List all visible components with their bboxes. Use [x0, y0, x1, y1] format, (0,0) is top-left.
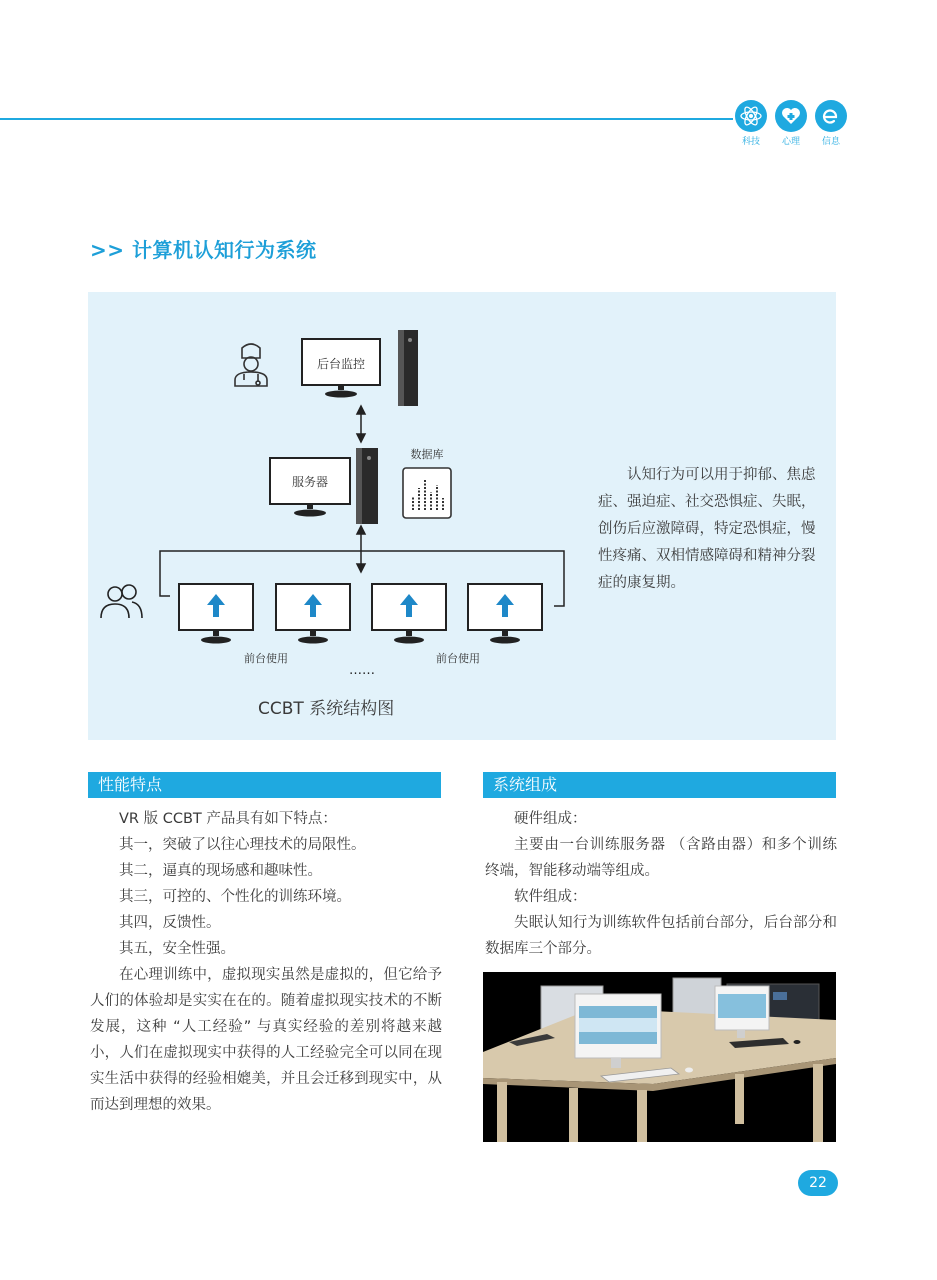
- backend-label: 后台监控: [316, 357, 366, 371]
- system-diagram: [88, 292, 836, 740]
- feature-item: 其五，安全性强。: [119, 941, 235, 957]
- badge-psychology: [773, 100, 809, 147]
- software-heading: 软件组成：: [514, 889, 587, 905]
- frontend-monitor: [276, 584, 350, 644]
- diagram-description: 认知行为可以用于抑郁、焦虑症、强迫症、社交恐惧症、失眠，创伤后应激障碍，特定恐惧症，慢性疼痛、双相情感障碍和精神分裂症的康复期。: [598, 467, 816, 591]
- feature-item: 其三，可控的、个性化的训练环境。: [119, 889, 351, 905]
- section-title: >> 计算机认知行为系统: [90, 238, 317, 262]
- features-heading: 性能特点: [88, 772, 441, 798]
- composition-heading: 系统组成: [483, 772, 836, 798]
- frontend-label-right: 前台使用: [436, 652, 480, 665]
- server-tower: [356, 448, 378, 524]
- badge-tech: [733, 100, 769, 147]
- frontend-label-left: 前台使用: [244, 652, 288, 665]
- badge-info: [813, 100, 849, 147]
- software-text: 失眠认知行为训练软件包括前台部分，后台部分和数据库三个部分。: [485, 915, 837, 957]
- workstation-photo: [483, 972, 836, 1142]
- badge-label: 科技: [741, 137, 760, 147]
- doctor-icon: [235, 344, 267, 386]
- atom-icon: [735, 100, 767, 132]
- header-badges: [733, 100, 849, 147]
- feature-item: 其四，反馈性。: [119, 915, 221, 931]
- ellipsis: ……: [349, 663, 375, 678]
- hardware-text: 主要由一台训练服务器 （含路由器）和多个训练终端，智能移动端等组成。: [485, 837, 837, 879]
- frontend-monitor: [468, 584, 542, 644]
- features-paragraph: 在心理训练中，虚拟现实虽然是虚拟的，但它给予人们的体验却是实实在在的。随着虚拟现实技术的不断发展，这种 “人工经验” 与真实经验的差别将越来越小，人们在虚拟现实中获得的人工经验完全可以同在现实生活中获得的经验相媲美，并且会迁移到现实中，从而达到理想的效果。: [90, 967, 442, 1113]
- link-arrow: [357, 526, 365, 572]
- e-letter-icon: [815, 100, 847, 132]
- feature-item: 其二，逼真的现场感和趣味性。: [119, 863, 322, 879]
- server-label: 服务器: [291, 475, 329, 489]
- diagram-caption: CCBT 系统结构图: [258, 699, 395, 719]
- backend-tower: [398, 330, 418, 406]
- page-number: 22: [798, 1170, 838, 1196]
- features-column: [90, 806, 442, 1118]
- header-rule: [0, 118, 733, 120]
- hardware-heading: 硬件组成：: [514, 811, 587, 827]
- features-intro: VR 版 CCBT 产品具有如下特点：: [119, 811, 337, 827]
- badge-label: 心理: [781, 137, 800, 147]
- database-label: 数据库: [410, 448, 444, 461]
- link-arrow: [357, 406, 365, 442]
- feature-item: 其一，突破了以往心理技术的局限性。: [119, 837, 366, 853]
- badge-label: 信息: [821, 137, 840, 147]
- frontend-monitor: [372, 584, 446, 644]
- frontend-monitor: [179, 584, 253, 644]
- database-icon: [403, 468, 451, 518]
- composition-column: [485, 806, 837, 962]
- heart-plus-icon: [775, 100, 807, 132]
- users-icon: [101, 585, 142, 618]
